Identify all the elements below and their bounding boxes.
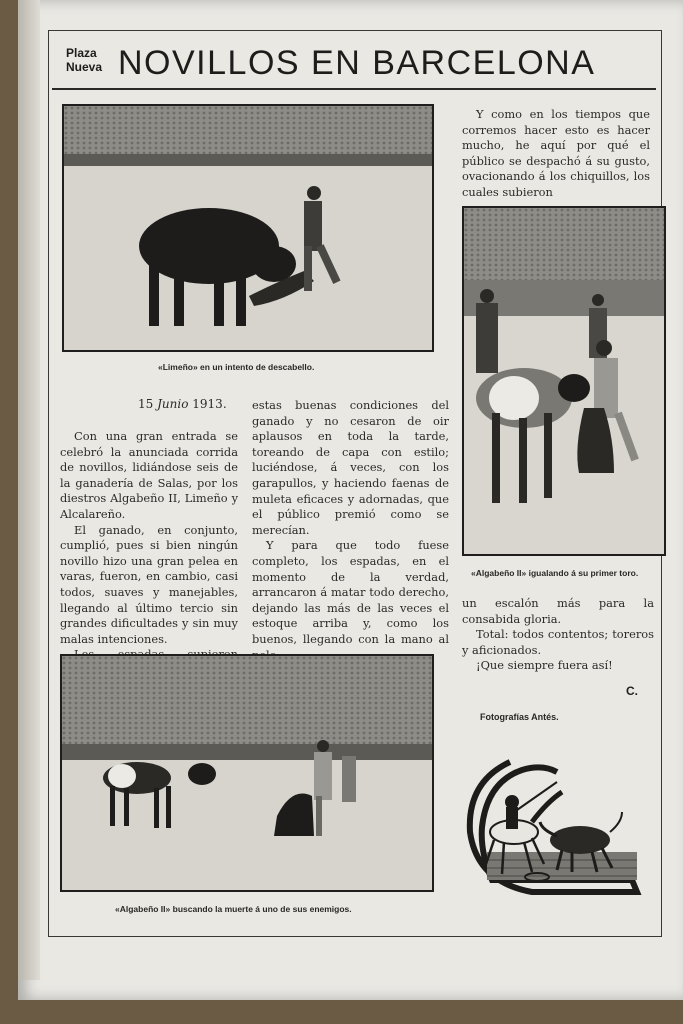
date-month: Junio	[157, 397, 189, 411]
dateline	[138, 397, 227, 411]
article-column-3-bottom	[462, 596, 654, 674]
photo-caption-1: «Limeño» en un intento de descabello.	[158, 362, 315, 372]
date-year: 1913.	[192, 397, 227, 411]
section-line-2: Nueva	[66, 60, 103, 74]
paragraph: Total: todos contentos; toreros y aficionados.	[462, 627, 654, 657]
date-day: 15	[138, 397, 154, 411]
paragraph: estas buenas condiciones del ganado y no cesaron de oir aplausos en toda la tarde, toreando de capa con estilo; luciéndose, á veces, con los garapullos, y haciendo faenas de muleta eficaces y adornadas, que el público premió como se merecían.	[252, 398, 449, 537]
page-title: NOVILLOS EN BARCELONA	[118, 44, 596, 82]
paragraph: Y para que todo fuese completo, los espadas, en el momento de la verdad, arrancaron á matar todo derecho, dejando las más de las veces el estoque arriba y, como los buenos, llegando con la mano al	[252, 538, 449, 646]
section-line-1: Plaza	[66, 46, 97, 60]
photo-limeno-descabello	[62, 104, 434, 352]
title-bar	[52, 36, 656, 90]
paragraph: ¡Que siempre fuera así!	[476, 658, 613, 673]
paragraph: El ganado, en conjunto, cumplió, pues si bien ningún novillo hizo una gran pelea en varas, fueron, en cambio, casi todos, suaves y manejables, llegando al último tercio sin grandes dificultades y sin muy malas intenciones.	[60, 522, 238, 646]
article-column-2	[252, 398, 449, 663]
paragraph: Y como en los tiempos que corremos hacer esto es hacer mucho, he aquí por qué el público se despachó á su gusto, ovacionando á los chiquillos, los cuales subieron	[462, 107, 650, 199]
paragraph: un escalón más para la consabida gloria.	[462, 596, 654, 626]
author-signature: C.	[626, 684, 638, 698]
photo-caption-2: «Algabeño II» igualando á su primer toro.	[471, 568, 639, 578]
section-label	[66, 46, 112, 74]
photo-algabeno-igualando	[462, 206, 666, 556]
article-column-3-top	[462, 107, 650, 199]
article-column-1	[60, 429, 238, 679]
photo-algabeno-buscando	[60, 654, 434, 892]
bullfight-emblem	[462, 752, 642, 897]
photo-caption-3: «Algabeño II» buscando la muerte á uno de sus enemigos.	[115, 904, 352, 914]
paragraph: Con una gran entrada se celebró la anunciada corrida de novillos, lidiándose seis de la ganadería de Salas, por los diestros Algabeño II, Limeño y Alcalareño.	[60, 429, 238, 521]
page-binding-edge	[18, 0, 40, 980]
photo-credit: Fotografías Antés.	[480, 712, 559, 722]
